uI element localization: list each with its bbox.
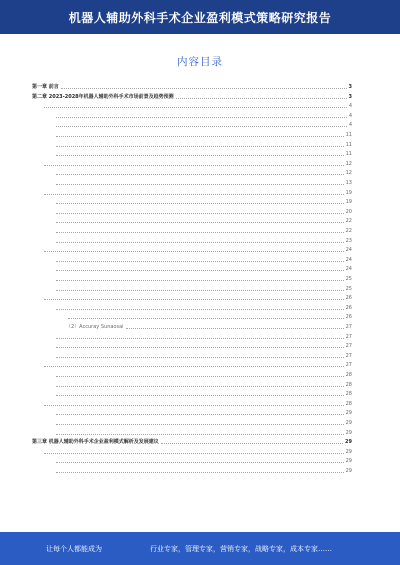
toc-page-number: 11 <box>345 151 352 158</box>
toc-dot-leader <box>56 394 344 396</box>
footer-bar <box>0 532 400 565</box>
toc-entry[interactable] <box>32 334 352 340</box>
toc-entry[interactable] <box>32 343 352 349</box>
toc-page-number: 29 <box>345 410 352 417</box>
toc-dot-leader <box>56 145 344 147</box>
toc-entry[interactable] <box>32 190 352 196</box>
toc-page-number: 13 <box>345 180 352 186</box>
toc-dot-leader <box>56 413 344 415</box>
toc-page-number: 25 <box>345 285 352 292</box>
toc-entry[interactable] <box>32 180 352 186</box>
toc-entry[interactable] <box>32 324 352 330</box>
toc-entry[interactable] <box>32 286 352 292</box>
toc-dot-leader <box>56 231 344 233</box>
toc-page-number: 26 <box>345 295 352 302</box>
toc-entry[interactable] <box>32 170 352 176</box>
toc-dot-leader <box>56 116 347 118</box>
toc-entry[interactable] <box>32 142 352 148</box>
toc-page-number: 22 <box>345 228 352 234</box>
toc-entry[interactable] <box>32 362 352 368</box>
toc-entry[interactable] <box>32 257 352 263</box>
toc-entry[interactable] <box>32 238 352 244</box>
report-title: 机器人辅助外科手术企业盈利模式策略研究报告 <box>68 10 332 25</box>
toc-dot-leader <box>126 327 344 329</box>
toc-entry[interactable] <box>32 151 352 157</box>
toc-dot-leader <box>56 375 344 377</box>
toc-page-number: 12 <box>345 170 352 177</box>
toc-dot-leader <box>56 308 344 310</box>
toc-dot-leader <box>44 404 344 406</box>
toc-entry[interactable] <box>32 468 352 474</box>
toc-page-number: 24 <box>345 266 352 273</box>
toc-entry[interactable] <box>32 420 352 426</box>
toc-entry[interactable] <box>32 439 352 445</box>
toc-page-number: 24 <box>345 247 352 254</box>
toc-dot-leader <box>56 125 347 127</box>
toc-dot-leader <box>56 212 344 214</box>
toc-entry[interactable] <box>32 458 352 464</box>
toc-page-number: 29 <box>345 439 352 446</box>
toc-dot-leader <box>56 221 344 223</box>
toc-dot-leader <box>61 87 347 89</box>
toc-page-number: 19 <box>345 189 352 196</box>
toc-dot-leader <box>44 106 347 108</box>
toc-dot-leader <box>56 260 344 262</box>
toc-dot-leader <box>56 269 344 271</box>
toc-dot-leader <box>44 452 344 454</box>
toc-page-number: 29 <box>345 420 352 426</box>
report-header-bar <box>0 0 400 34</box>
toc-page-number: 27 <box>345 352 352 359</box>
toc-entry[interactable] <box>32 228 352 234</box>
toc-page-number: 28 <box>345 372 352 378</box>
toc-page-number: 4 <box>348 122 352 129</box>
toc-entry-label: （2）Accuray Sunaosai <box>66 324 124 330</box>
toc-page-number: 19 <box>345 199 352 206</box>
toc-entry[interactable] <box>32 113 352 119</box>
toc-dot-leader <box>56 433 344 435</box>
toc-page-number: 28 <box>345 391 352 398</box>
toc-entry[interactable] <box>32 199 352 205</box>
toc-entry[interactable] <box>32 314 352 320</box>
toc-page-number: 29 <box>345 468 352 474</box>
toc-entry-label: 第二章 2023-2028年机器人辅助外科手术市场前景及趋势预测 <box>32 93 174 100</box>
toc-page-number: 26 <box>345 304 352 311</box>
toc-entry-label: 第三章 机器人辅助外科手术企业盈利模式解析及发展建议 <box>32 439 159 446</box>
toc-dot-leader <box>56 202 344 204</box>
toc-entry[interactable] <box>32 161 352 167</box>
toc-page-number: 11 <box>345 141 352 148</box>
toc-dot-leader <box>161 442 343 444</box>
toc-dot-leader <box>56 279 344 281</box>
toc-page-number: 4 <box>348 103 352 110</box>
toc-page-number: 26 <box>345 314 352 321</box>
toc-heading: 内容目录 <box>177 56 223 68</box>
toc-entry[interactable] <box>32 209 352 215</box>
table-of-contents <box>32 84 352 484</box>
toc-page-number: 27 <box>345 362 352 369</box>
toc-dot-leader <box>56 346 344 348</box>
toc-page-number: 29 <box>345 429 352 436</box>
toc-entry[interactable] <box>32 410 352 416</box>
toc-dot-leader <box>56 423 344 425</box>
toc-entry[interactable] <box>32 247 352 253</box>
toc-page-number: 29 <box>345 458 352 465</box>
toc-dot-leader <box>56 154 344 156</box>
toc-dot-leader <box>56 356 344 358</box>
toc-page-number: 23 <box>345 237 352 244</box>
toc-page-number: 27 <box>345 333 352 340</box>
toc-entry[interactable] <box>32 295 352 301</box>
toc-dot-leader <box>56 289 344 291</box>
toc-entry[interactable] <box>32 218 352 224</box>
toc-entry[interactable] <box>32 382 352 388</box>
toc-dot-leader <box>44 365 344 367</box>
toc-dot-leader <box>56 461 344 463</box>
toc-page-number: 27 <box>345 343 352 350</box>
toc-dot-leader <box>56 173 344 175</box>
toc-page-number: 24 <box>345 256 352 263</box>
toc-page-number: 3 <box>348 84 352 90</box>
toc-entry[interactable] <box>32 122 352 128</box>
toc-entry[interactable] <box>32 132 352 138</box>
toc-page-number: 20 <box>345 208 352 215</box>
toc-page-number: 29 <box>345 448 352 455</box>
toc-entry[interactable] <box>32 430 352 436</box>
toc-dot-leader <box>56 183 344 185</box>
toc-page-number: 12 <box>345 160 352 167</box>
toc-dot-leader <box>68 317 344 319</box>
toc-page-number: 22 <box>345 218 352 225</box>
toc-dot-leader <box>56 471 344 473</box>
toc-entry[interactable] <box>32 391 352 397</box>
toc-entry[interactable] <box>32 401 352 407</box>
toc-entry[interactable] <box>32 372 352 378</box>
toc-dot-leader <box>56 135 344 137</box>
toc-dot-leader <box>56 337 344 339</box>
toc-dot-leader <box>56 241 344 243</box>
toc-dot-leader <box>44 193 344 195</box>
toc-entry[interactable] <box>32 353 352 359</box>
toc-entry[interactable] <box>32 276 352 282</box>
toc-page-number: 11 <box>345 132 352 138</box>
toc-entry-label: 第一章 前言 <box>32 84 59 90</box>
toc-page-number: 4 <box>348 112 352 119</box>
toc-dot-leader <box>44 164 344 166</box>
toc-page-number: 27 <box>345 324 352 330</box>
toc-page-number: 3 <box>348 93 352 100</box>
toc-entry[interactable] <box>32 305 352 311</box>
toc-entry[interactable] <box>32 84 352 90</box>
toc-dot-leader <box>56 385 344 387</box>
toc-dot-leader <box>44 298 344 300</box>
footer-expert-list: 行业专家，管理专家，营销专家，战略专家，成本专家…… <box>150 545 332 553</box>
footer-slogan: 让每个人都能成为 <box>46 545 102 553</box>
toc-entry[interactable] <box>32 94 352 100</box>
toc-entry[interactable] <box>32 449 352 455</box>
toc-dot-leader <box>176 97 347 99</box>
toc-page-number: 28 <box>345 381 352 388</box>
toc-entry[interactable] <box>32 103 352 109</box>
toc-page-number: 28 <box>345 400 352 407</box>
toc-page-number: 25 <box>345 276 352 282</box>
toc-dot-leader <box>44 250 344 252</box>
toc-entry[interactable] <box>32 266 352 272</box>
